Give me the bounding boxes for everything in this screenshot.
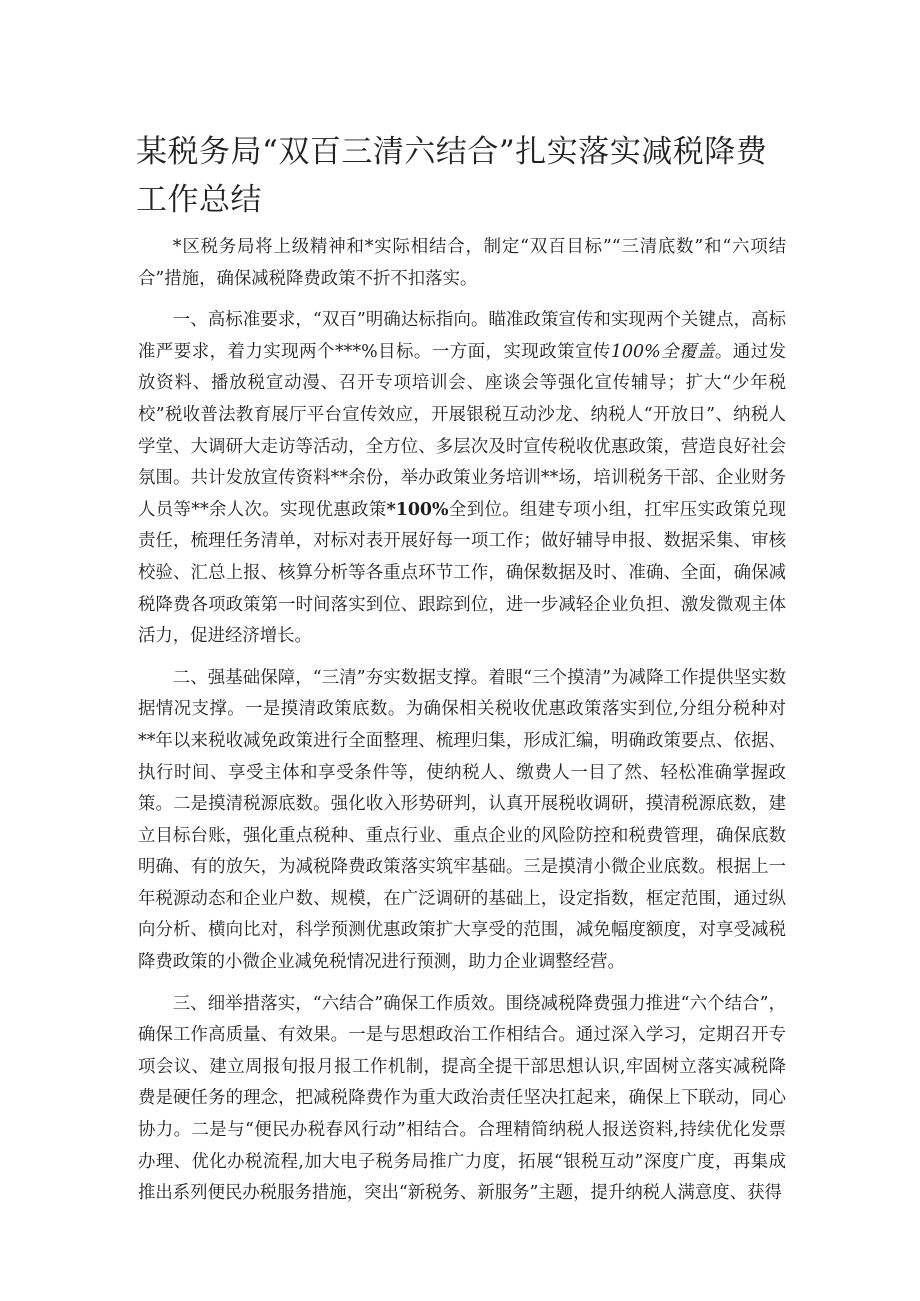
- section-one-bold-phrase: *100%: [386, 499, 449, 520]
- section-one-text-b: 。通过发放资料、播放税宣动漫、召开专项培训会、座谈会等强化宣传辅导；扩大“少年税校”税收普法教育展厅平台宣传效应，开展银税互动沙龙、纳税人“开放日”、纳税人学堂、大调研大走访等活动，全方位、多层次及时宣传税收优惠政策，营造良好社会氛围。共计发放宣传资料**余份，举办政策业务培训**场，培训税务干部、企业财务人员等**余人次。实现优惠政策: [138, 341, 786, 520]
- document-body: [138, 232, 786, 1210]
- section-one-text-a: 一、高标准要求，“双百”明确达标指向。瞄准政策宣传和实现两个关键点，高标准严要求，着力实现两个***%目标。一方面，实现政策宣传: [138, 310, 786, 362]
- section-one-text-c: 全到位。组建专项小组，扛牢压实政策兑现责任，梳理任务清单，对标对表开展好每一项工作；做好辅导申报、数据采集、审核校验、汇总上报、核算分析等各重点环节工作，确保数据及时、准确、全面，确保减税降费各项政策第一时间落实到位、跟踪到位，进一步减轻企业负担、激发微观主体活力，促进经济增长。: [138, 499, 786, 647]
- section-two-paragraph: 二、强基础保障，“三清”夯实数据支撑。着眼“三个摸清”为减降工作提供坚实数据情况支撑。一是摸清政策底数。为确保相关税收优惠政策落实到位,分组分税种对**年以来税收减免政策进行全面整理、梳理归集，形成汇编，明确政策要点、依据、执行时间、享受主体和享受条件等，使纳税人、缴费人一目了然、轻松准确掌握政策。二是摸清税源底数。强化收入形势研判，认真开展税收调研，摸清税源底数，建立目标台账，强化重点税种、重点行业、重点企业的风险防控和税费管理，确保底数明确、有的放矢，为减税降费政策落实筑牢基础。三是摸清小微企业底数。根据上一年税源动态和企业户数、规模，在广泛调研的基础上，设定指数，框定范围，通过纵向分析、横向比对，科学预测优惠政策扩大享受的范围，减免幅度额度，对享受减税降费政策的小微企业减免税情况进行预测，助力企业调整经营。: [138, 667, 786, 973]
- document-title: 某税务局“双百三清六结合”扎实落实减税降费工作总结: [136, 134, 768, 218]
- intro-paragraph: *区税务局将上级精神和*实际相结合，制定“双百目标”“三清底数”和“六项结合”措施，确保减税降费政策不折不扣落实。: [138, 237, 786, 289]
- section-three-paragraph: 三、细举措落实，“六结合”确保工作质效。围绕减税降费强力推进“六个结合”，确保工作高质量、有效果。一是与思想政治工作相结合。通过深入学习，定期召开专项会议、建立周报旬报月报工作机制，提高全提干部思想认识,牢固树立落实减税降费是硬任务的理念，把减税降费作为重大政治责任坚决扛起来，确保上下联动，同心协力。二是与“便民办税春风行动”相结合。合理精简纳税人报送资料,持续优化发票办理、优化办税流程,加大电子税务局推广力度，拓展“银税互动”深度广度，再集成推出系列便民办税服务措施，突出“新税务、新服务”主题，提升纳税人满意度、获得: [138, 993, 786, 1204]
- section-one-paragraph: [138, 305, 786, 653]
- section-one-italic-phrase: 100%全覆盖: [610, 341, 715, 362]
